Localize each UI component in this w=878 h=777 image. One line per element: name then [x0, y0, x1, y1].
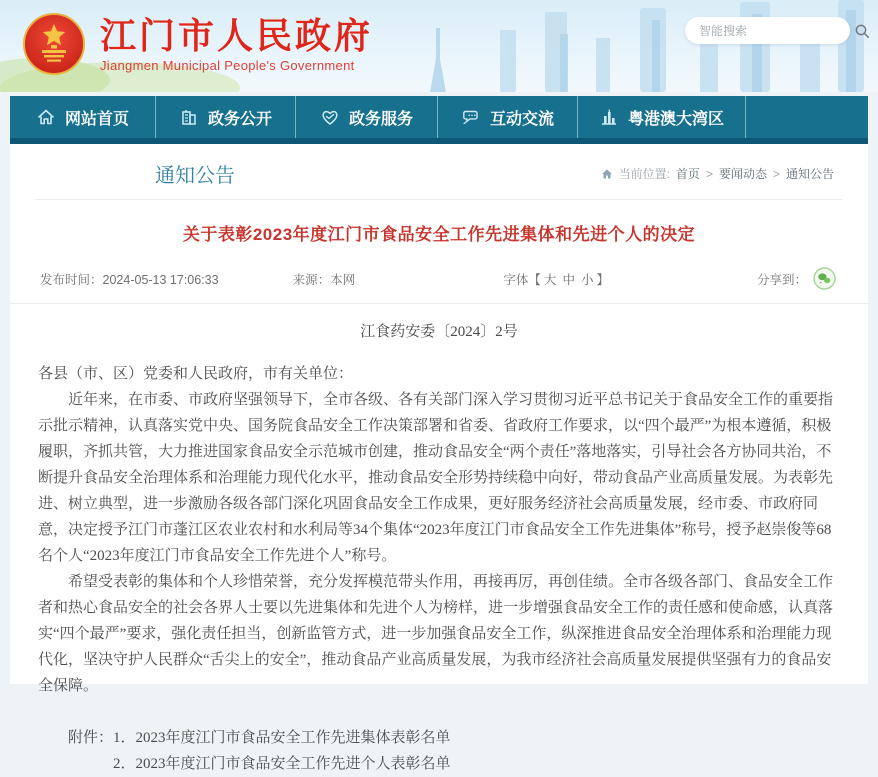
paragraph: 希望受表彰的集体和个人珍惜荣誉，充分发挥模范带头作用，再接再厉，再创佳绩。全市各级各部门、食品安全工作者和热心食品安全的社会各界人士要以先进集体和先进个人为榜样，进一步增强食品安全工作的责任感和使命感，认真落实“四个最严”要求，强化责任担当，创新监管方式，进一步加强食品安全工作，纵深推进食品安全治理体系和治理能力现代化，坚决守护人民群众“舌尖上的安全”，推动食品产业高质量发展，为我市经济社会高质量发展提供坚强有力的食品安全保障。: [38, 574, 834, 694]
national-emblem-logo: [22, 12, 86, 76]
search-icon[interactable]: [854, 23, 870, 39]
source-value: 本网: [330, 272, 356, 287]
divider: [10, 303, 868, 304]
nav-item-label: 网站首页: [64, 110, 129, 128]
breadcrumb: [601, 165, 834, 182]
breadcrumb-item-home[interactable]: 首页: [675, 167, 700, 181]
site-subtitle: Jiangmen Municipal People's Government: [100, 57, 355, 73]
content-panel: [10, 144, 868, 772]
breadcrumb-item-notices[interactable]: 通知公告: [785, 167, 834, 181]
source: [293, 270, 356, 288]
breadcrumb-separator: >: [772, 166, 780, 181]
publish-time-value: 2024-05-13 17:06:33: [102, 272, 219, 287]
article-meta: [10, 249, 868, 303]
breadcrumb-prefix: 当前位置:: [618, 167, 670, 181]
building-icon: [179, 107, 199, 127]
section-head: [10, 144, 868, 199]
attachments-label: 附件：: [68, 730, 114, 746]
attachment-link-1[interactable]: 1．2023年度江门市食品安全工作先进集体表彰名单: [113, 730, 451, 746]
attachments-list: [113, 725, 451, 777]
breadcrumb-item-news[interactable]: 要闻动态: [718, 167, 767, 181]
publish-time: [40, 270, 219, 288]
search-input[interactable]: [699, 24, 854, 38]
share-control: [757, 267, 836, 290]
brand-text: [100, 16, 373, 73]
doc-number: 江食药安委〔2024〕2号: [360, 324, 518, 340]
chat-icon: [461, 107, 481, 127]
nav-item-label: 政务服务: [348, 110, 413, 128]
nav-item-home[interactable]: [10, 96, 156, 138]
paragraph: 近年来，在市委、市政府坚强领导下，全市各级、各有关部门深入学习贯彻习近平总书记关于食品安全工作的重要指示批示精神，认真落实党中央、国务院食品安全工作决策部署和省委、省政府工作要求，以“四个最严”为根本遵循，积极履职，齐抓共管，大力推进国家食品安全示范城市创建，推动食品安全“两个责任”落地落实，引导社会各方协同共治，不断提升食品安全治理体系和治理能力现代化水平，推动食品安全形势持续稳中向好，带动食品产业高质量发展。为表彰先进、树立典型，进一步激励各级各部门深化巩固食品安全工作成果，更好服务经济社会高质量发展，经市委、市政府同意，决定授予江门市蓬江区农业农村和水利局等34个集体“2023年度江门市食品安全工作先进集体”称号，授予赵崇俊等68名个人“2023年度江门市食品安全工作先进个人”称号。: [38, 392, 834, 564]
main-nav: [10, 96, 868, 138]
attachments: [38, 725, 840, 777]
source-label: 来源：: [292, 272, 331, 287]
nav-filler: [746, 96, 868, 138]
nav-item-label: 互动交流: [489, 110, 554, 128]
nav-item-greater-bay-area[interactable]: [578, 96, 746, 138]
handshake-icon: [320, 107, 340, 127]
article-body: [10, 361, 868, 777]
nav-item-label: 粤港澳大湾区: [627, 110, 724, 128]
home-icon: [36, 107, 56, 127]
site-banner: [0, 0, 878, 92]
font-size-small-button[interactable]: 小: [580, 272, 594, 287]
salutation: 各县（市、区）党委和人民政府，市有关单位：: [38, 366, 354, 382]
font-size-large-button[interactable]: 大: [543, 272, 557, 287]
attachment-link-2[interactable]: 2．2023年度江门市食品安全工作先进个人表彰名单: [113, 756, 451, 772]
site-title: 江门市人民政府: [100, 14, 374, 56]
article-title: 关于表彰2023年度江门市食品安全工作先进集体和先进个人的决定: [182, 225, 696, 244]
breadcrumb-separator: >: [705, 166, 713, 181]
font-size-medium-button[interactable]: 中: [562, 272, 575, 287]
search-box[interactable]: [685, 17, 850, 44]
site-brand: [22, 12, 373, 76]
section-title: 通知公告: [155, 165, 235, 187]
main-nav-wrap: [10, 96, 868, 144]
share-label: 分享到：: [756, 272, 807, 287]
nav-item-interaction[interactable]: [438, 96, 578, 138]
nav-item-gov-services[interactable]: [296, 96, 438, 138]
font-size-controls: [503, 270, 609, 288]
bay-area-icon: [599, 107, 619, 127]
nav-item-gov-disclosure[interactable]: [156, 96, 296, 138]
publish-time-label: 发布时间：: [40, 272, 103, 287]
font-size-suffix: 】: [596, 272, 609, 287]
breadcrumb-home-icon: [601, 168, 613, 180]
font-size-prefix: 字体【: [503, 272, 541, 287]
wechat-share-icon[interactable]: [813, 267, 836, 290]
nav-item-label: 政务公开: [207, 110, 272, 128]
